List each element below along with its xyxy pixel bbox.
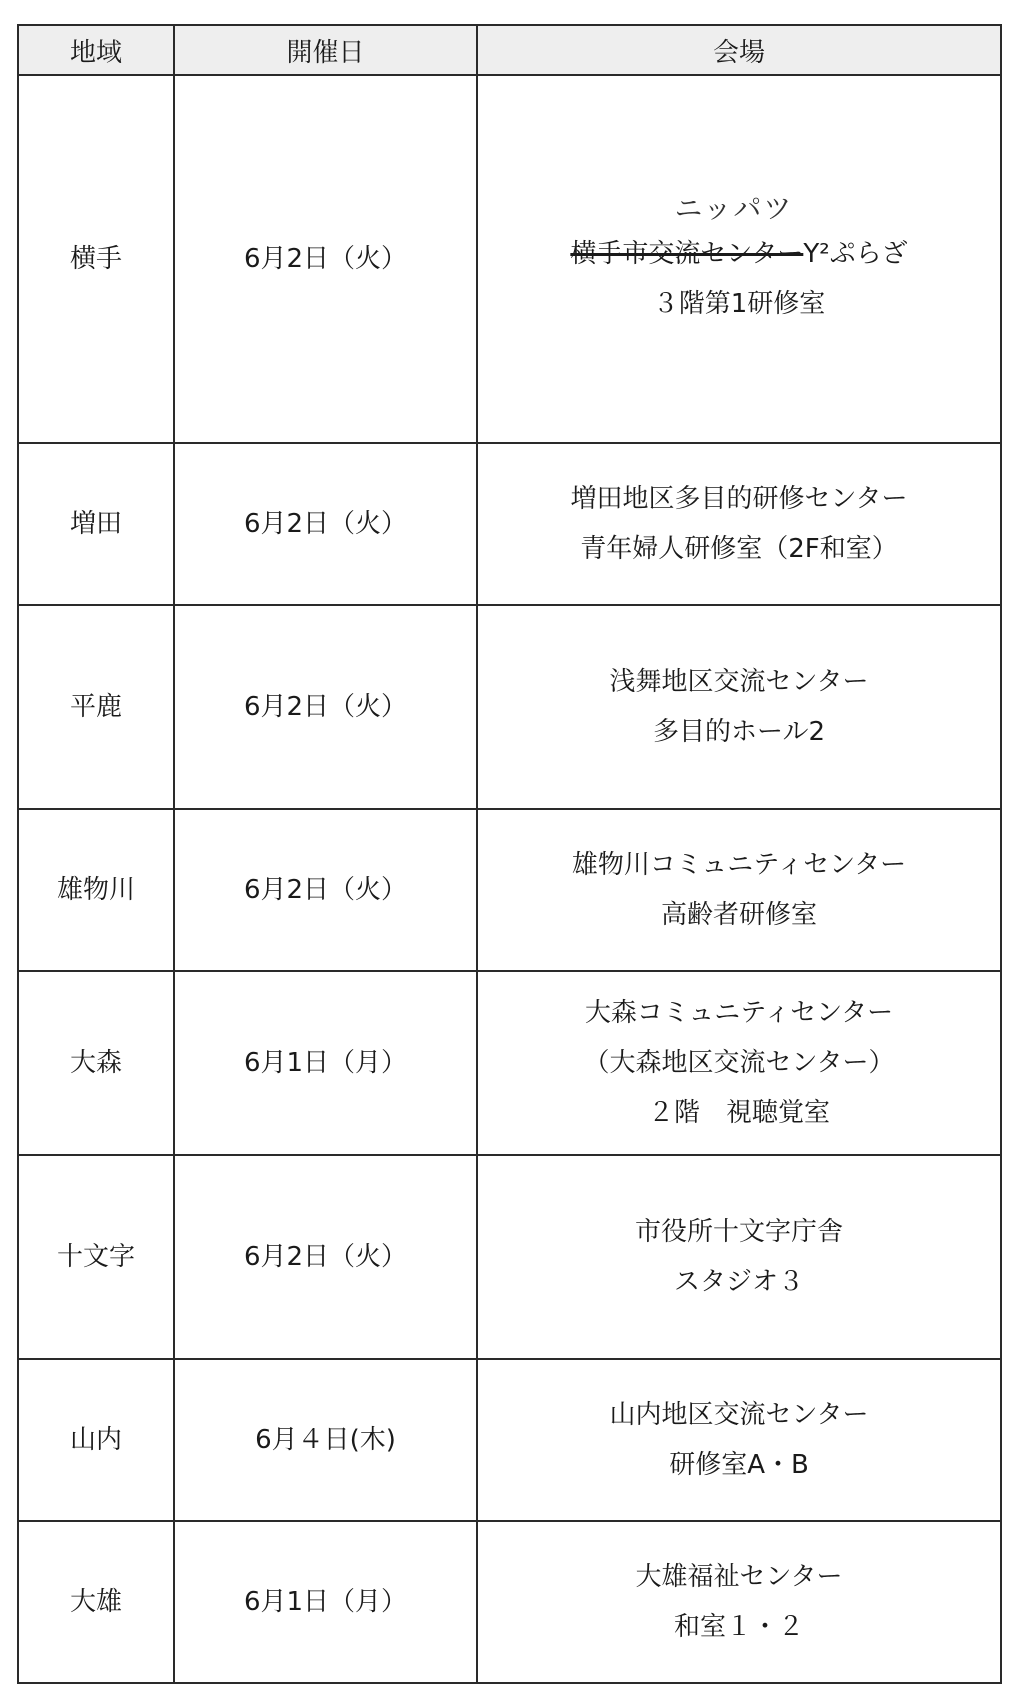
venue-line-2: 高齢者研修室 — [660, 900, 817, 930]
venue-line-1: 大森コミュニティセンター — [584, 998, 894, 1028]
date-cell: 6月1日（月） — [174, 971, 477, 1155]
date-cell: 6月４日(木) — [174, 1359, 477, 1521]
venue-cell — [477, 809, 1001, 971]
venue-cell — [477, 443, 1001, 605]
region-cell: 平鹿 — [18, 605, 174, 809]
date-cell: 6月2日（火） — [174, 443, 477, 605]
venue-line-1: 山内地区交流センター — [609, 1400, 869, 1430]
venue-line-1: 市役所十文字庁舎 — [634, 1217, 843, 1247]
venue-line-2: 研修室A・B — [669, 1450, 809, 1480]
venue-line-1: 浅舞地区交流センター — [609, 667, 869, 697]
venue-line-1: 増田地区多目的研修センター — [570, 484, 908, 514]
struck-venue-name: 横手市交流センター — [570, 239, 804, 269]
venue-cell — [477, 605, 1001, 809]
venue-line-2: （大森地区交流センター） — [583, 1048, 895, 1078]
table-row — [18, 1155, 1001, 1359]
venue-line-2: 和室１・２ — [673, 1612, 804, 1642]
date-cell: 6月1日（月） — [174, 1521, 477, 1683]
venue-line-2: 多目的ホール2 — [652, 717, 826, 747]
date-cell: 6月2日（火） — [174, 809, 477, 971]
date-cell: 6月2日（火） — [174, 75, 477, 443]
venue-cell — [477, 1155, 1001, 1359]
region-cell: 十文字 — [18, 1155, 174, 1359]
header-region: 地域 — [18, 25, 174, 75]
region-cell: 大雄 — [18, 1521, 174, 1683]
venue-line-3: ２階 視聴覚室 — [647, 1098, 830, 1128]
venue-cell — [477, 971, 1001, 1155]
region-cell: 山内 — [18, 1359, 174, 1521]
header-date: 開催日 — [174, 25, 477, 75]
date-cell: 6月2日（火） — [174, 1155, 477, 1359]
venue-name-rest: Y²ぷらざ — [803, 239, 908, 269]
handwritten-note: ニッパツ — [674, 192, 794, 225]
table-row — [18, 605, 1001, 809]
venue-line-1 — [478, 229, 1000, 279]
table-row — [18, 1359, 1001, 1521]
venue-line-2: 青年婦人研修室（2F和室） — [580, 534, 898, 564]
venue-cell — [477, 1359, 1001, 1521]
venue-line-1: 大雄福祉センター — [635, 1562, 843, 1592]
region-cell: 横手 — [18, 75, 174, 443]
venue-line-2: スタジオ３ — [673, 1267, 804, 1297]
table-row — [18, 75, 1001, 443]
venue-line-2: ３階第1研修室 — [652, 289, 826, 319]
region-cell: 大森 — [18, 971, 174, 1155]
venue-cell — [477, 75, 1001, 443]
region-cell: 雄物川 — [18, 809, 174, 971]
table-row — [18, 809, 1001, 971]
date-cell: 6月2日（火） — [174, 605, 477, 809]
region-cell: 増田 — [18, 443, 174, 605]
schedule-table — [17, 24, 1002, 1684]
table-row — [18, 1521, 1001, 1683]
table-row — [18, 971, 1001, 1155]
venue-cell — [477, 1521, 1001, 1683]
header-venue: 会場 — [477, 25, 1001, 75]
venue-line-1: 雄物川コミュニティセンター — [571, 850, 907, 880]
header-row — [18, 25, 1001, 75]
table-row — [18, 443, 1001, 605]
